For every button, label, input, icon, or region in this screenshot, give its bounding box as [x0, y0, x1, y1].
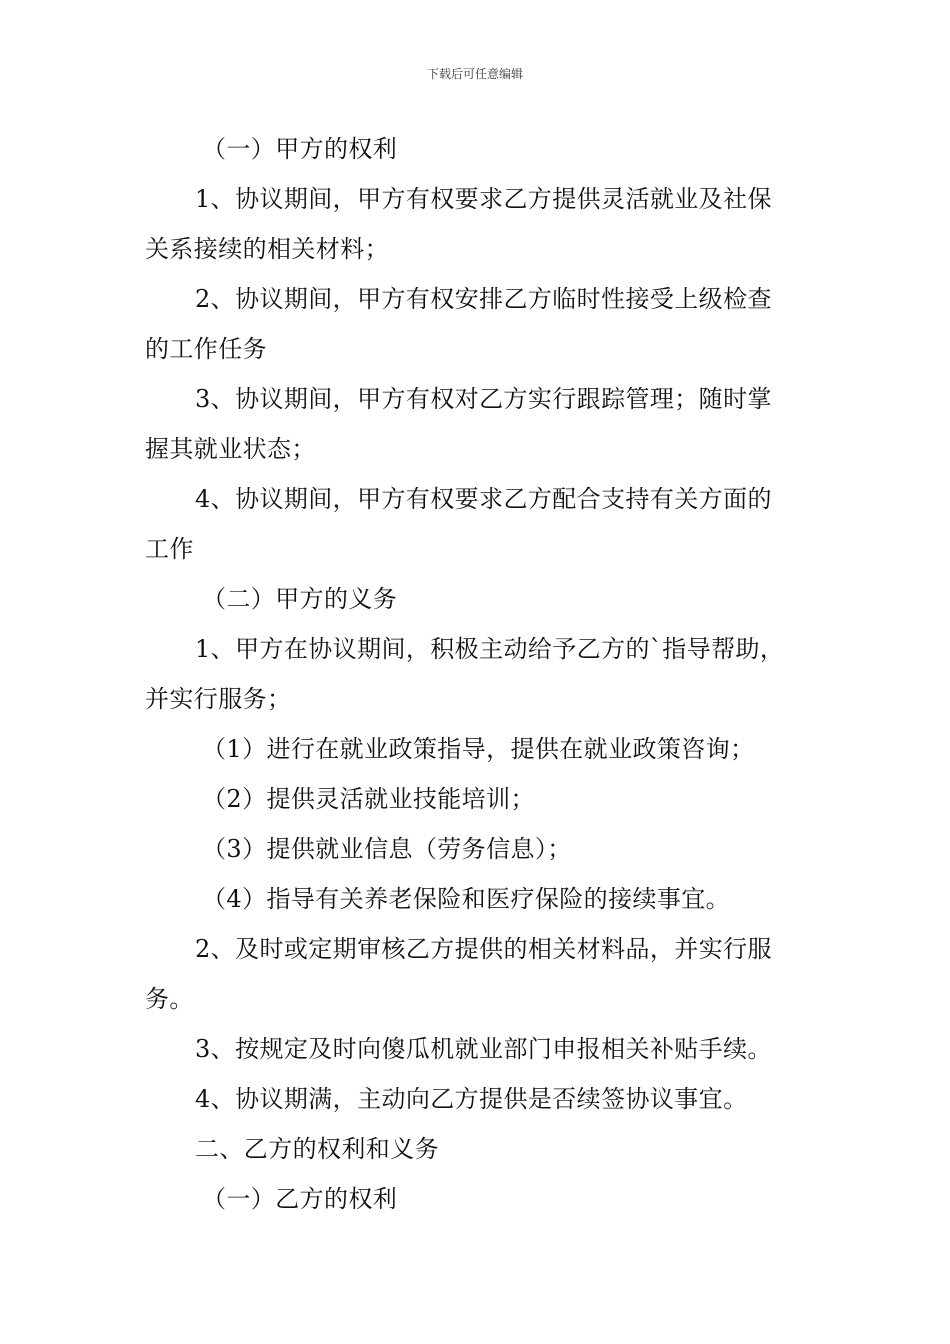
sub-item-2: （2）提供灵活就业技能培训； [202, 785, 535, 813]
paragraph-line: 关系接续的相关材料； [145, 235, 389, 263]
paragraph-a-right-1 [145, 174, 810, 274]
sub-item-1: （1）进行在就业政策指导，提供在就业政策咨询； [202, 735, 755, 763]
paragraph-line: 2、及时或定期审核乙方提供的相关材料品，并实行服 [195, 935, 772, 963]
paragraph-line: 4、协议期间，甲方有权要求乙方配合支持有关方面的 [195, 485, 772, 513]
paragraph-line: 1、甲方在协议期间，积极主动给予乙方的`指导帮助， [195, 635, 785, 663]
document-body [145, 124, 810, 1224]
section-heading-party-b-rights: （一）乙方的权利 [202, 1185, 398, 1213]
paragraph-a-obligation-2 [145, 924, 810, 1024]
paragraph-a-right-4 [145, 474, 810, 574]
sub-item-4: （4）指导有关养老保险和医疗保险的接续事宜。 [202, 885, 731, 913]
page-header: 下载后可任意编辑 [426, 67, 523, 81]
sub-item-3: （3）提供就业信息（劳务信息）； [202, 835, 572, 863]
paragraph-a-obligation-3: 3、按规定及时向傻瓜机就业部门申报相关补贴手续。 [195, 1035, 772, 1063]
paragraph-line: 1、协议期间，甲方有权要求乙方提供灵活就业及社保 [195, 185, 772, 213]
section-heading-party-a-obligations: （二）甲方的义务 [202, 585, 398, 613]
paragraph-line: 2、协议期间，甲方有权安排乙方临时性接受上级检查 [195, 285, 772, 313]
paragraph-line: 工作 [145, 535, 194, 563]
section-heading-party-b: 二、乙方的权利和义务 [195, 1135, 439, 1163]
paragraph-a-obligation-4: 4、协议期满，主动向乙方提供是否续签协议事宜。 [195, 1085, 748, 1113]
paragraph-a-right-2 [145, 274, 810, 374]
paragraph-a-obligation-1 [145, 624, 810, 724]
paragraph-line: 务。 [145, 985, 194, 1013]
paragraph-line: 的工作任务 [145, 335, 267, 363]
paragraph-line: 3、协议期间，甲方有权对乙方实行跟踪管理；随时掌 [195, 385, 772, 413]
paragraph-line: 握其就业状态； [145, 435, 316, 463]
paragraph-a-right-3 [145, 374, 810, 474]
section-heading-party-a-rights: （一）甲方的权利 [202, 135, 398, 163]
paragraph-line: 并实行服务； [145, 685, 292, 713]
